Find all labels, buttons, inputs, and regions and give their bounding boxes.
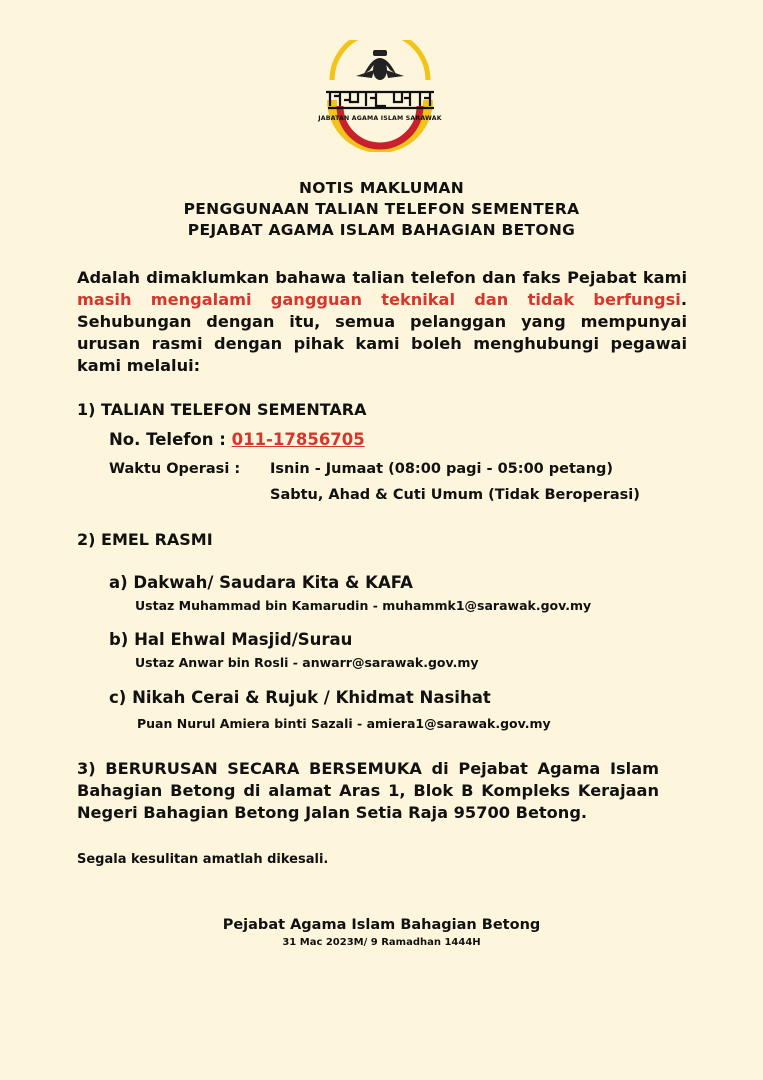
notice-title [0,178,763,241]
section3-paragraph: 3) BERURUSAN SECARA BERSEMUKA di Pejabat Agama Islam Bahagian Betong di alamat Aras 1, Blok B Kompleks Kerajaan Negeri Bahagian Betong Jalan Setia Raja 95700 Betong. [77,759,659,822]
hours-label: Waktu Operasi : [109,461,241,477]
title-line-1: NOTIS MAKLUMAN [299,179,464,197]
phone-number[interactable]: 011-17856705 [231,430,365,449]
email-item-title: b) Hal Ehwal Masjid/Surau [109,630,353,649]
intro-highlight: masih mengalami gangguan teknikal dan tidak berfungsi [77,290,681,309]
intro-part-1: Adalah dimaklumkan bahawa talian telefon dan faks Pejabat kami [77,268,687,287]
section2-heading: 2) EMEL RASMI [77,530,213,549]
apology-text: Segala kesulitan amatlah dikesali. [77,852,329,867]
email-item-title: a) Dakwah/ Saudara Kita & KAFA [109,573,413,592]
email-item-contact[interactable]: Puan Nurul Amiera binti Sazali - amiera1@sarawak.gov.my [137,716,551,731]
footer-office: Pejabat Agama Islam Bahagian Betong [222,917,541,933]
intro-paragraph [77,267,687,377]
hours-line-1: Isnin - Jumaat (08:00 pagi - 05:00 petang) [270,461,614,477]
email-item-contact[interactable]: Ustaz Anwar bin Rosli - anwarr@sarawak.gov.my [135,655,479,670]
section1-heading: 1) TALIAN TELEFON SEMENTARA [77,400,367,419]
intro-part-2: . Sehubungan dengan itu, semua pelanggan yang mempunyai urusan rasmi dengan pihak kami boleh menghubungi pegawai kami melalui: [77,290,687,375]
title-line-3: PEJABAT AGAMA ISLAM BAHAGIAN BETONG [187,221,576,239]
logo-text: JABATAN AGAMA ISLAM SARAWAK [318,115,442,122]
email-item-contact[interactable]: Ustaz Muhammad bin Kamarudin - muhammk1@sarawak.gov.my [135,598,592,613]
hours-line-2: Sabtu, Ahad & Cuti Umum (Tidak Beroperasi) [270,487,640,503]
email-item-title: c) Nikah Cerai & Rujuk / Khidmat Nasihat [109,688,491,707]
phone-label: No. Telefon : [109,430,232,449]
jais-crest-icon [318,40,442,152]
title-line-2: PENGGUNAAN TALIAN TELEFON SEMENTERA [183,200,580,218]
footer-date: 31 Mac 2023M/ 9 Ramadhan 1444H [282,937,481,948]
jais-logo [318,40,442,152]
phone-row [109,430,365,449]
